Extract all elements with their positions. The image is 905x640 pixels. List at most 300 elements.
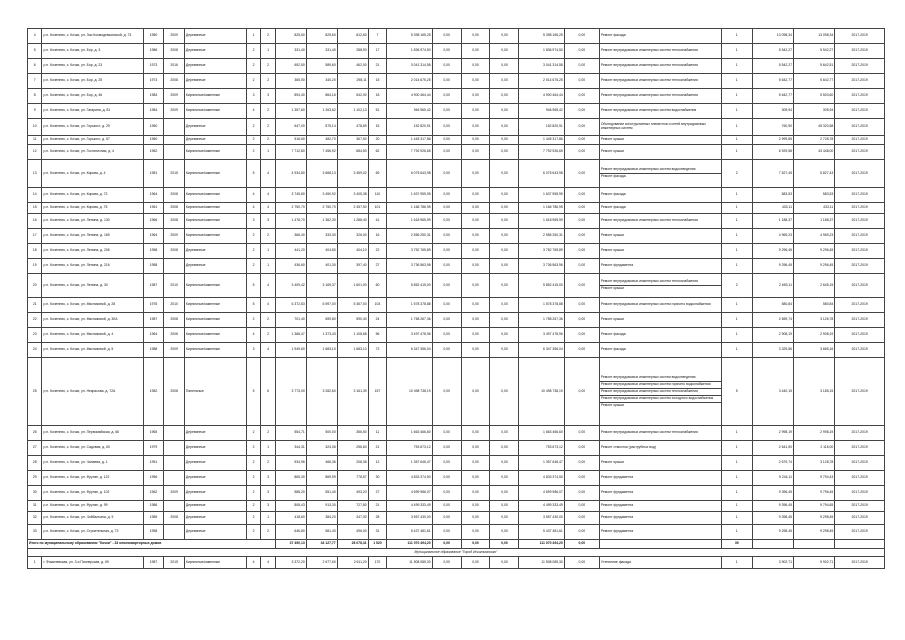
row-cost-4: 0,00 (490, 229, 519, 244)
row-wall-material: Деревянные (184, 471, 246, 486)
row-work-item: Ремонт внутридомовых инженерных систем теплоснабжения (600, 48, 698, 52)
row-cost-5: 1 637 955,95 (519, 188, 564, 203)
row-cost-2: 0,00 (432, 512, 461, 525)
row-unit-cost: 2 998,19 (752, 426, 793, 441)
row-entrances: 6 (261, 358, 275, 426)
row-cost-2: 0,00 (432, 328, 461, 343)
row-cost-2: 0,00 (432, 274, 461, 298)
row-unit-cost: 9 296,45 (752, 259, 793, 274)
row-period: 2017-2019 (835, 229, 885, 244)
row-area-premises: 825,60 (306, 29, 337, 44)
row-cost-3: 0,00 (461, 358, 490, 426)
row-area-total: 3 745,80 (275, 188, 306, 203)
row-works-count: 1 (721, 214, 752, 229)
table-row (28, 59, 885, 74)
row-cost-2: 0,00 (432, 441, 461, 456)
row-unit-cost: 5 542,27 (752, 59, 793, 74)
row-cost-2: 0,00 (432, 343, 461, 358)
row-work-item: Ремонт крыши (600, 460, 624, 464)
row-entrances: 2 (261, 525, 275, 540)
last-row (28, 557, 885, 569)
row-area-total: 516,60 (275, 136, 306, 145)
row-residents: 16 (368, 229, 387, 244)
row-cost-6: 0,00 (564, 328, 599, 343)
row-cost-5: 1 758 267,36 (519, 313, 564, 328)
row-unit-cost-limit: 2 728,78 (794, 136, 835, 145)
row-residents: 69 (368, 160, 387, 188)
row-period: 2017-2019 (835, 426, 885, 441)
row-unit-cost: 2 679,74 (752, 456, 793, 471)
row-cost-4: 0,00 (490, 259, 519, 274)
row-area-living: 5 367,00 (337, 298, 368, 313)
row-number: 29 (28, 471, 42, 486)
row-cost-2: 0,00 (432, 44, 461, 59)
table-row (28, 298, 885, 313)
row-address: р.п. Коченево, с. Кочки, ул. Строительная, д. 73 (42, 525, 143, 540)
table-row (28, 119, 885, 136)
row-number: 16 (28, 214, 42, 229)
row-entrances: 4 (261, 188, 275, 203)
row-area-premises: 1 373,43 (306, 328, 337, 343)
row-entrances: 3 (261, 471, 275, 486)
table-row (28, 525, 885, 540)
row-unit-cost-limit: 3 665,16 (794, 343, 835, 358)
row-cost: 4 499 333,49 (387, 501, 432, 512)
row-cost-4: 0,00 (490, 274, 519, 298)
row-works (599, 188, 721, 203)
row-work-item: Ремонт внутридомовых инженерных систем теплоснабжения (600, 93, 698, 97)
row-year-built: 1982 (143, 358, 164, 426)
row-cost-6: 0,00 (564, 501, 599, 512)
row-cost-5: 5 852 415,00 (519, 274, 564, 298)
row-area-total: 1 357,60 (275, 104, 306, 119)
row-year-repair: 2008 (164, 313, 185, 328)
row-residents: 18 (368, 89, 387, 104)
row-entrances: 4 (261, 557, 275, 569)
total-works-cell (599, 540, 721, 549)
row-unit-cost-limit: 5 902,71 (794, 557, 835, 569)
row-works (599, 426, 721, 441)
row-entrances: 1 (261, 244, 275, 259)
row-area-living: 1 601,00 (337, 274, 368, 298)
row-cost-4: 0,00 (490, 557, 519, 569)
row-work-item: Ремонт внутридомовых инженерных систем водоотведения (600, 375, 721, 382)
row-works (599, 214, 721, 229)
row-works-count: 1 (721, 441, 752, 456)
row-works-count: 1 (721, 426, 752, 441)
row-cost-4: 0,00 (490, 214, 519, 229)
row-wall-material: Деревянные (184, 501, 246, 512)
row-period: 2017-2019 (835, 259, 885, 274)
row-works-count: 1 (721, 119, 752, 136)
table-row (28, 214, 885, 229)
row-works (599, 456, 721, 471)
row-address: р.п. Коченево, с. Кочки, ул. Горького, д. 57 (42, 136, 143, 145)
row-cost: 4 833 374,50 (387, 471, 432, 486)
row-cost-2: 0,00 (432, 456, 461, 471)
row-works (599, 501, 721, 512)
row-area-total: 441,20 (275, 244, 306, 259)
row-area-living: 356,50 (337, 426, 368, 441)
row-cost-5: 1 357 646,47 (519, 456, 564, 471)
row-cost: 946 965,42 (387, 104, 432, 119)
total-cost-2: 0,00 (432, 540, 461, 549)
row-year-repair: 2008 (164, 328, 185, 343)
row-cost-4: 0,00 (490, 358, 519, 426)
row-cost-3: 0,00 (461, 44, 490, 59)
row-area-total: 436,60 (275, 259, 306, 274)
row-address: р.п. Коченево, с. Кочки, ул. Ленина, д. 216 (42, 259, 143, 274)
row-unit-cost-limit: 9 296,45 (794, 244, 835, 259)
row-address: г. Фомичевская, ул. 3-я Пионерская, д. 69 (42, 557, 143, 569)
row-cost-4: 0,00 (490, 456, 519, 471)
row-entrances: 3 (261, 89, 275, 104)
row-work-item: Обследование конструктивных элементов и сетей внутридомовых инженерных систем (600, 122, 706, 130)
row-cost-6: 0,00 (564, 298, 599, 313)
total-empty-3 (835, 540, 885, 549)
row-unit-cost: 13 098,34 (752, 29, 793, 44)
row-floors: 2 (246, 136, 260, 145)
row-cost-3: 0,00 (461, 188, 490, 203)
row-works-count: 1 (721, 188, 752, 203)
row-area-living: 478,69 (337, 119, 368, 136)
row-work-item: Ремонт фасада (600, 192, 626, 196)
row-floors: 2 (246, 74, 260, 89)
row-works (599, 328, 721, 343)
total-empty-2 (794, 540, 835, 549)
row-residents: 103 (368, 298, 387, 313)
row-year-repair: 2010 (164, 298, 185, 313)
row-year-built: 1964 (143, 188, 164, 203)
row-floors: 2 (246, 313, 260, 328)
row-period: 2017-2019 (835, 501, 885, 512)
row-works-count: 1 (721, 313, 752, 328)
row-number: 27 (28, 441, 42, 456)
row-cost-5: 3 752 765,89 (519, 244, 564, 259)
row-residents: 28 (368, 512, 387, 525)
row-cost-2: 0,00 (432, 214, 461, 229)
row-address: р.п. Коченево, с. Кочки, ул. Садовая, д. 60 (42, 441, 143, 456)
row-work-item: Ремонт крыши (600, 248, 624, 252)
row-cost-4: 0,00 (490, 441, 519, 456)
row-address: р.п. Коченево, с. Кочки, ул. Фрунзе, д. 122 (42, 471, 143, 486)
row-area-total: 1 366,47 (275, 328, 306, 343)
row-period: 2017-2019 (835, 214, 885, 229)
row-year-built: 1987 (143, 557, 164, 569)
row-cost-3: 0,00 (461, 343, 490, 358)
row-cost-6: 0,00 (564, 259, 599, 274)
row-cost-4: 0,00 (490, 119, 519, 136)
row-area-total: 808,43 (275, 501, 306, 512)
row-wall-material: Кирпичные/каменные (184, 328, 246, 343)
row-number: 14 (28, 188, 42, 203)
row-wall-material: Кирпичные/каменные (184, 298, 246, 313)
row-area-total: 3 773,00 (275, 358, 306, 426)
row-unit-cost: 7 527,45 (752, 160, 793, 188)
row-number: 22 (28, 313, 42, 328)
row-year-built: 1961 (143, 203, 164, 214)
row-unit-cost-limit: 2 998,19 (794, 426, 835, 441)
row-area-living: 1 102,13 (337, 104, 368, 119)
row-cost-6: 0,00 (564, 44, 599, 59)
row-floors: 2 (246, 471, 260, 486)
row-floors: 2 (246, 244, 260, 259)
row-works (599, 441, 721, 456)
row-works-count: 1 (721, 59, 752, 74)
row-work-item: Ремонт крыши (600, 137, 624, 141)
row-unit-cost: 2 641,50 (752, 441, 793, 456)
row-address: р.п. Коченево, с. Кочки, ул. Бор, д. 23 (42, 59, 143, 74)
row-cost: 1 166 786,95 (387, 203, 432, 214)
row-residents: 51 (368, 104, 387, 119)
row-unit-cost-limit: 583,53 (794, 188, 835, 203)
row-wall-material: Деревянные (184, 525, 246, 540)
row-address: р.п. Коченево, с. Кочки, ул. Фрунзе, д. 102 (42, 486, 143, 501)
row-unit-cost-limit: 2 908,19 (794, 328, 835, 343)
row-works (599, 259, 721, 274)
row-cost-5: 4 499 333,49 (519, 501, 564, 512)
row-residents: 27 (368, 259, 387, 274)
row-residents: 27 (368, 486, 387, 501)
row-cost-4: 0,00 (490, 298, 519, 313)
row-residents: 21 (368, 59, 387, 74)
row-entrances: 3 (261, 486, 275, 501)
row-address: р.п. Коченево, с. Кочки, ул. Кирова, д. 75 (42, 203, 143, 214)
row-unit-cost: 9 298,45 (752, 525, 793, 540)
row-year-repair (164, 426, 185, 441)
row-year-repair: 2009 (164, 29, 185, 44)
row-area-total: 865,30 (275, 471, 306, 486)
row-cost-3: 0,00 (461, 471, 490, 486)
row-work-item: Ремонт внутридомовых инженерных систем теплоснабжения (600, 218, 698, 222)
row-entrances: 2 (261, 136, 275, 145)
row-year-repair: 2008 (164, 244, 185, 259)
row-cost-2: 0,00 (432, 188, 461, 203)
total-works-count: 39 (721, 540, 752, 549)
row-unit-cost-limit: 5 503,60 (794, 89, 835, 104)
row-cost-3: 0,00 (461, 145, 490, 160)
row-entrances: 2 (261, 29, 275, 44)
table-row (28, 74, 885, 89)
row-cost-3: 0,00 (461, 160, 490, 188)
row-period: 2017-2019 (835, 244, 885, 259)
row-period: 2017-2019 (835, 512, 885, 525)
row-area-premises: 500,00 (306, 426, 337, 441)
row-area-premises: 575,14 (306, 119, 337, 136)
row-work-item: Ремонт внутридомовых инженерных систем теплоснабжения (600, 63, 698, 67)
row-period: 2017-2019 (835, 358, 885, 426)
row-address: р.п. Коченево, с. Кочки, ул. Кирова, д. 4 (42, 160, 143, 188)
row-cost-5: 1 445 317,86 (519, 136, 564, 145)
row-residents: 15 (368, 119, 387, 136)
row-number: 30 (28, 486, 42, 501)
row-cost-2: 0,00 (432, 104, 461, 119)
row-works-count: 5 (721, 358, 752, 426)
row-cost: 5 398 165,25 (387, 29, 432, 44)
row-year-repair (164, 456, 185, 471)
row-cost-6: 0,00 (564, 313, 599, 328)
row-works (599, 136, 721, 145)
row-cost-2: 0,00 (432, 229, 461, 244)
row-area-living: 1 683,10 (337, 343, 368, 358)
row-address: р.п. Коченево, с. Кочки, ул. Мясниковой, д. 5 (42, 343, 143, 358)
row-cost-4: 0,00 (490, 59, 519, 74)
row-number: 26 (28, 426, 42, 441)
row-cost-5: 5 398 165,25 (519, 29, 564, 44)
row-cost: 1 445 317,86 (387, 136, 432, 145)
total-residents: 1 520 (368, 540, 387, 549)
row-residents: 15 (368, 74, 387, 89)
row-work-item: Ремонт крыши (600, 149, 624, 153)
row-cost-5: 2 556 250,31 (519, 229, 564, 244)
row-year-repair: 2008 (164, 188, 185, 203)
row-entrances: 4 (261, 160, 275, 188)
row-floors: 5 (246, 358, 260, 426)
row-area-living: 367,50 (337, 136, 368, 145)
row-area-total: 1 949,60 (275, 343, 306, 358)
row-year-built: 1966 (143, 214, 164, 229)
row-residents: 60 (368, 274, 387, 298)
table-row (28, 501, 885, 512)
row-year-built: 1984 (143, 104, 164, 119)
total-area-total: 37 490,13 (275, 540, 306, 549)
row-cost-3: 0,00 (461, 456, 490, 471)
row-cost-6: 0,00 (564, 203, 599, 214)
row-area-total: 4 934,80 (275, 160, 306, 188)
row-work-item: Ремонт внутридомовых инженерных систем теплоснабжения (600, 78, 698, 82)
row-cost-4: 0,00 (490, 343, 519, 358)
row-cost: 1 758 267,36 (387, 313, 432, 328)
row-address: р.п. Коченево, с. Кочки, ул. Ленина, д. 206 (42, 244, 143, 259)
table-row (28, 426, 885, 441)
row-floors: 2 (246, 59, 260, 74)
table-row (28, 160, 885, 188)
row-cost-3: 0,00 (461, 89, 490, 104)
row-cost: 11 508 085,30 (387, 557, 432, 569)
table-row (28, 29, 885, 44)
row-year-built: 1986 (143, 44, 164, 59)
row-year-built: 1962 (143, 145, 164, 160)
table-row (28, 229, 885, 244)
row-area-living: 2 611,20 (337, 557, 368, 569)
row-number: 28 (28, 456, 42, 471)
row-cost-5: 753 673,12 (519, 441, 564, 456)
row-year-repair: 2015 (164, 160, 185, 188)
row-floors: 2 (246, 426, 260, 441)
row-entrances: 2 (261, 426, 275, 441)
row-cost-3: 0,00 (461, 74, 490, 89)
row-works-count: 1 (721, 328, 752, 343)
total-area-living: 28 078,31 (337, 540, 368, 549)
row-cost-2: 0,00 (432, 426, 461, 441)
row-area-living: 3 405,38 (337, 188, 368, 203)
row-entrances: 4 (261, 298, 275, 313)
row-cost-6: 0,00 (564, 59, 599, 74)
row-cost-5: 11 508 085,30 (519, 557, 564, 569)
row-cost-4: 0,00 (490, 244, 519, 259)
row-cost-5: 2 014 675,25 (519, 74, 564, 89)
row-work-item: Ремонт фасада (600, 332, 626, 336)
row-cost-5: 3 041 314,58 (519, 59, 564, 74)
row-works-count: 1 (721, 259, 752, 274)
row-cost-2: 0,00 (432, 203, 461, 214)
register-table (27, 28, 885, 569)
row-area-premises: 324,06 (306, 441, 337, 456)
row-cost: 7 792 926,65 (387, 145, 432, 160)
row-area-premises: 581,40 (306, 525, 337, 540)
row-works (599, 229, 721, 244)
row-wall-material: Деревянные (184, 441, 246, 456)
row-area-living: 298,11 (337, 74, 368, 89)
total-cost-5: 111 070 494,20 (519, 540, 564, 549)
row-works (599, 160, 721, 188)
row-year-built: 1951 (143, 456, 164, 471)
row-work-item: Утепление фасада (600, 559, 631, 564)
row-unit-cost-limit: 3 185,15 (794, 358, 835, 426)
table-row (28, 89, 885, 104)
row-year-built: 1984 (143, 89, 164, 104)
row-unit-cost: 2 999,85 (752, 136, 793, 145)
row-year-built: 1965 (143, 426, 164, 441)
row-year-repair: 2008 (164, 74, 185, 89)
row-year-built: 1960 (143, 136, 164, 145)
row-cost-6: 0,00 (564, 343, 599, 358)
row-number: 33 (28, 525, 42, 540)
row-year-repair: 2008 (164, 512, 185, 525)
table-row (28, 274, 885, 298)
row-cost: 6 347 356,04 (387, 343, 432, 358)
row-cost-3: 0,00 (461, 557, 490, 569)
row-wall-material: Кирпичные/каменные (184, 313, 246, 328)
row-work-item: Ремонт внутридомовых инженерных систем теплоснабжения (600, 430, 698, 434)
row-work-item: Ремонт фундамента (600, 503, 634, 507)
row-cost-2: 0,00 (432, 298, 461, 313)
row-unit-cost-limit: 5 642,51 (794, 59, 835, 74)
row-cost-3: 0,00 (461, 119, 490, 136)
table-row (28, 441, 885, 456)
row-unit-cost: 2 653,11 (752, 274, 793, 298)
row-cost-6: 0,00 (564, 456, 599, 471)
row-area-total: 365,50 (275, 74, 306, 89)
table-row (28, 343, 885, 358)
row-cost-6: 0,00 (564, 145, 599, 160)
row-residents: 41 (368, 214, 387, 229)
row-year-repair: 2008 (164, 44, 185, 59)
row-wall-material: Кирпичные/каменные (184, 104, 246, 119)
row-cost-5: 3 497 478,96 (519, 328, 564, 343)
row-works-count: 1 (721, 136, 752, 145)
row-residents: 110 (368, 188, 387, 203)
row-cost-5: 946 965,42 (519, 104, 564, 119)
row-cost: 6 075 643,98 (387, 160, 432, 188)
row-unit-cost: 9 398,45 (752, 512, 793, 525)
row-year-built: 1956 (143, 471, 164, 486)
row-area-living: 288,90 (337, 44, 368, 59)
row-floors: 2 (246, 456, 260, 471)
row-unit-cost-limit: 1 188,37 (794, 214, 835, 229)
row-entrances: 2 (261, 104, 275, 119)
row-works (599, 244, 721, 259)
row-period: 2017-2019 (835, 59, 885, 74)
row-period: 2017-2019 (835, 471, 885, 486)
row-cost-6: 0,00 (564, 104, 599, 119)
row-works (599, 104, 721, 119)
row-floors: 2 (246, 145, 260, 160)
row-work-item: Ремонт крыши (600, 317, 624, 321)
row-number: 9 (28, 104, 42, 119)
row-wall-material: Деревянные (184, 244, 246, 259)
row-cost-3: 0,00 (461, 512, 490, 525)
